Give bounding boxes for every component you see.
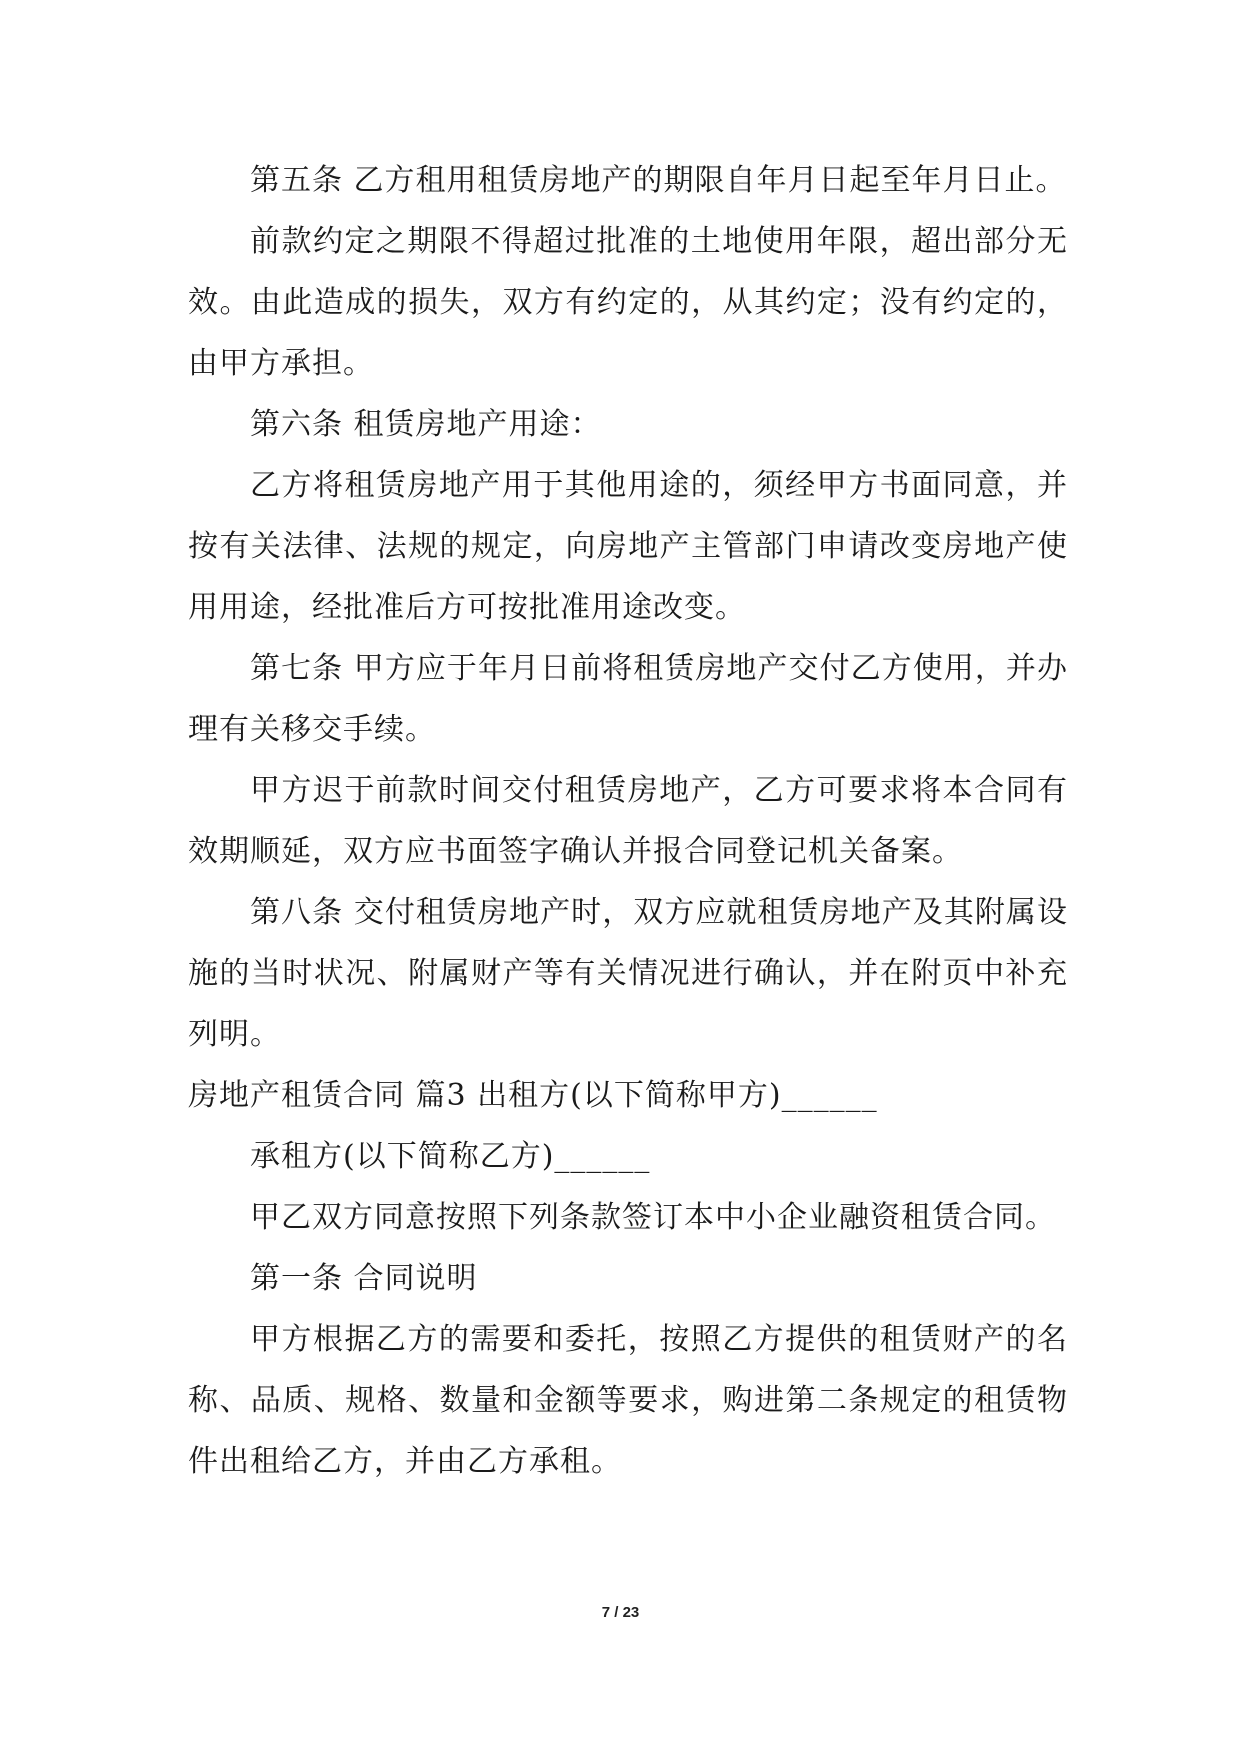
paragraph-article-8: 第八条 交付租赁房地产时，双方应就租赁房地产及其附属设施的当时状况、附属财产等有关情况进行确认，并在附页中补充列明。 — [188, 895, 1068, 1052]
paragraph-article-7: 第七条 甲方应于年月日前将租赁房地产交付乙方使用，并办理有关移交手续。 — [188, 651, 1068, 747]
paragraph-usage-change: 乙方将租赁房地产用于其他用途的，须经甲方书面同意，并按有关法律、法规的规定，向房地产主管部门申请改变房地产使用用途，经批准后方可按批准用途改变。 — [188, 468, 1068, 625]
paragraph-term-limit: 前款约定之期限不得超过批准的土地使用年限，超出部分无效。由此造成的损失，双方有约定的，从其约定；没有约定的，由甲方承担。 — [188, 224, 1068, 381]
paragraph-contract-3-heading: 房地产租赁合同 篇3 出租方(以下简称甲方)______ — [188, 1078, 878, 1113]
paragraph-agreement: 甲乙双方同意按照下列条款签订本中小企业融资租赁合同。 — [250, 1200, 1056, 1235]
page-number: 7 / 23 — [601, 1604, 640, 1621]
paragraph-article-1: 第一条 合同说明 — [250, 1261, 478, 1296]
paragraph-article-5: 第五条 乙方租用租赁房地产的期限自年月日起至年月日止。 — [250, 163, 1067, 198]
paragraph-delivery-delay: 甲方迟于前款时间交付租赁房地产，乙方可要求将本合同有效期顺延，双方应书面签字确认并报合同登记机关备案。 — [188, 773, 1068, 869]
paragraph-lessee: 承租方(以下简称乙方)______ — [250, 1139, 651, 1174]
paragraph-article-6: 第六条 租赁房地产用途： — [250, 407, 602, 442]
document-body — [188, 150, 1068, 1492]
paragraph-contract-description: 甲方根据乙方的需要和委托，按照乙方提供的租赁财产的名称、品质、规格、数量和金额等要求，购进第二条规定的租赁物件出租给乙方，并由乙方承租。 — [188, 1322, 1068, 1479]
